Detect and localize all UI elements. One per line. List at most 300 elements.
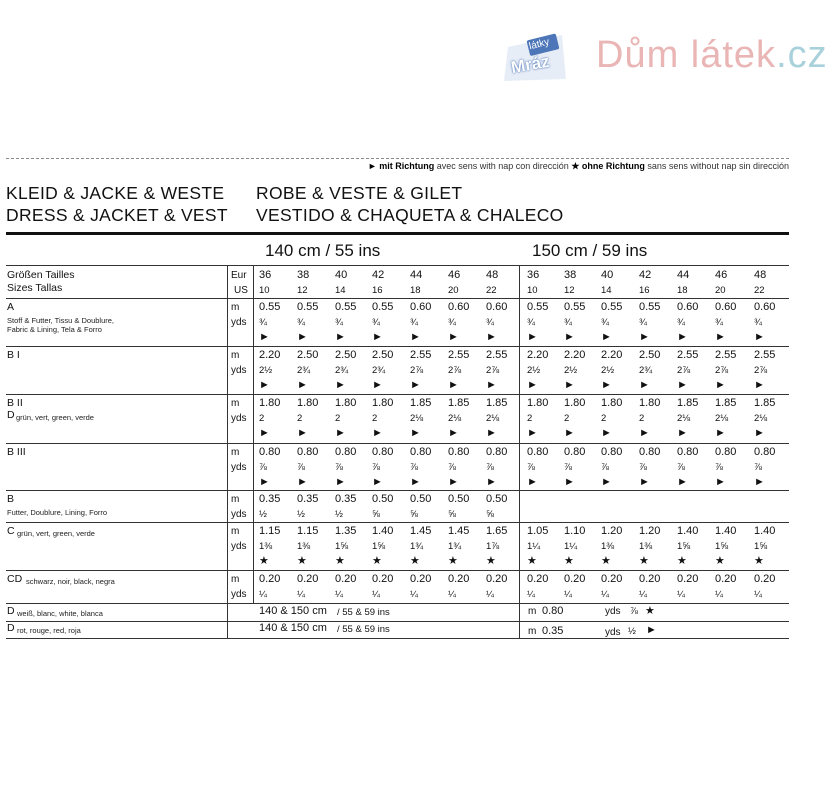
value-yds: ¼ [335, 589, 343, 600]
value-m: 2.50 [297, 349, 319, 361]
dum-latek-suffix: .cz [776, 34, 828, 76]
piece-label: B II [7, 397, 23, 409]
without-nap-star-icon: ★ [335, 555, 345, 567]
with-nap-arrow-icon: ► [335, 427, 346, 439]
value-yds: 2⅛ [754, 413, 768, 424]
unit-m: m [231, 574, 240, 585]
value-yds: ½ [335, 509, 343, 520]
value-m: 0.20 [259, 573, 281, 585]
value-yds: ¾ [410, 317, 418, 328]
eur-size: 36 [527, 269, 540, 281]
with-nap-arrow-icon: ► [564, 379, 575, 391]
without-nap-star-icon: ★ [297, 555, 307, 567]
value-yds: 1¾ [448, 541, 462, 552]
value-m: 2.55 [754, 349, 776, 361]
value-yds: 2 [564, 413, 570, 424]
value-m: 1.40 [372, 525, 394, 537]
value-m: 1.65 [486, 525, 508, 537]
value-yds: ¾ [372, 317, 380, 328]
value-m: 1.35 [335, 525, 357, 537]
column-divider [519, 265, 520, 638]
value-m: 1.80 [527, 397, 549, 409]
value-m: 1.85 [410, 397, 432, 409]
value-m: 0.80 [677, 446, 699, 458]
title-fr: ROBE & VESTE & GILET [256, 183, 463, 203]
width-150-label: 150 cm / 59 ins [532, 241, 648, 260]
value-m: 0.80 [601, 446, 623, 458]
with-nap-arrow-icon: ► [754, 379, 765, 391]
value-yds: ⅞ [527, 462, 535, 473]
value-yds: ¼ [448, 589, 456, 600]
value-yds: 2½ [259, 365, 273, 376]
column-divider [227, 265, 228, 638]
unit-m: m [231, 494, 240, 505]
with-nap-arrow-icon: ► [754, 476, 765, 488]
with-nap-arrow-icon: ► [486, 331, 497, 343]
value-m: 0.60 [486, 301, 508, 313]
value-m: 0.35 [335, 493, 357, 505]
with-nap-arrow-icon: ► [335, 379, 346, 391]
with-nap-arrow-icon: ► [646, 624, 657, 636]
value-m: 2.20 [527, 349, 549, 361]
with-nap-arrow-icon: ► [259, 476, 270, 488]
with-nap-arrow-icon: ► [677, 379, 688, 391]
value-m: 2.50 [335, 349, 357, 361]
value-yds: 2½ [527, 365, 541, 376]
value-yds: 2⅞ [677, 365, 691, 376]
value-yds: 2⅞ [754, 365, 768, 376]
value-yds: ¾ [601, 317, 609, 328]
value-yds: ⅞ [448, 462, 456, 473]
without-nap-star-icon: ★ [677, 555, 687, 567]
with-nap-arrow-icon: ► [677, 427, 688, 439]
with-nap-arrow-icon: ► [335, 476, 346, 488]
fabric-description: Futter, Doublure, Lining, Forro [7, 508, 108, 517]
value-m: 1.40 [677, 525, 699, 537]
value-m: 0.20 [335, 573, 357, 585]
value-m: 0.50 [410, 493, 432, 505]
eur-size: 40 [335, 269, 348, 281]
eur-size: 44 [677, 269, 690, 281]
value-m: 0.20 [601, 573, 623, 585]
value-yds: ¼ [564, 589, 572, 600]
value-m: 1.85 [754, 397, 776, 409]
value-m: 2.20 [564, 349, 586, 361]
piece-label: D [7, 622, 15, 634]
value-yds: ¾ [448, 317, 456, 328]
with-nap-arrow-icon: ► [372, 476, 383, 488]
eur-size: 40 [601, 269, 614, 281]
with-nap-arrow-icon: ► [486, 427, 497, 439]
value-m: 0.20 [677, 573, 699, 585]
value-yds: ¼ [486, 589, 494, 600]
nap-legend [6, 161, 789, 172]
value-m: 0.80 [448, 446, 470, 458]
row-divider [6, 522, 789, 523]
value-m: 1.85 [715, 397, 737, 409]
with-nap-arrow-icon: ► [410, 476, 421, 488]
value-m: 0.35 [259, 493, 281, 505]
value-yds: 1⅝ [677, 541, 691, 552]
value-yds: 2 [601, 413, 607, 424]
with-nap-arrow-icon: ► [448, 476, 459, 488]
value-m: 2.55 [715, 349, 737, 361]
value-yds: ⅝ [410, 509, 418, 520]
legend-with-nap-rest: avec sens with nap con dirección [436, 161, 569, 171]
logo-latky-text: látky [527, 36, 551, 53]
value-yds: ¼ [715, 589, 723, 600]
with-nap-arrow-icon: ► [259, 379, 270, 391]
eur-size: 36 [259, 269, 272, 281]
eur-size: 46 [715, 269, 728, 281]
value-m: 1.15 [259, 525, 281, 537]
value-yds: ¾ [677, 317, 685, 328]
value-m: 0.55 [372, 301, 394, 313]
value-yds: 2 [372, 413, 378, 424]
value-m: 0.20 [410, 573, 432, 585]
value-yds: 2½ [601, 365, 615, 376]
value-yds: ⅞ [601, 462, 609, 473]
value-m: 0.20 [715, 573, 737, 585]
value-m: 0.80 [372, 446, 394, 458]
sizes-label-en-es: Sizes Tallas [7, 282, 63, 294]
value-m: 0.60 [677, 301, 699, 313]
value-yds: 2⅞ [410, 365, 424, 376]
eur-size: 44 [410, 269, 423, 281]
with-nap-arrow-icon: ► [372, 379, 383, 391]
width-140-label: 140 cm / 55 ins [265, 241, 381, 260]
us-size: 10 [259, 285, 270, 296]
with-nap-arrow-icon: ► [639, 331, 650, 343]
value-yds: 2¾ [297, 365, 311, 376]
value-m: 1.20 [639, 525, 661, 537]
value-yds: 2¾ [639, 365, 653, 376]
value-m: 0.80 [297, 446, 319, 458]
value-m: 0.55 [527, 301, 549, 313]
value-m: 0.80 [259, 446, 281, 458]
without-nap-star-icon: ★ [645, 605, 655, 617]
piece-label: B I [7, 349, 20, 361]
with-nap-arrow-icon: ► [715, 379, 726, 391]
value-m: 0.35 [297, 493, 319, 505]
value-m: 0.55 [335, 301, 357, 313]
fabric-description: weiß, blanc, white, blanca [17, 609, 103, 618]
eur-label: Eur [231, 270, 247, 281]
value-yds: ⅞ [564, 462, 572, 473]
row-divider [6, 621, 789, 622]
value-m: 0.60 [448, 301, 470, 313]
value-yds: 1⅜ [297, 541, 311, 552]
value-m: 1.45 [410, 525, 432, 537]
value-yds: 1⅜ [639, 541, 653, 552]
with-nap-arrow-icon: ► [297, 379, 308, 391]
row-divider [6, 570, 789, 571]
us-size: 16 [639, 285, 650, 296]
eur-size: 48 [486, 269, 499, 281]
value-yds: 2⅛ [410, 413, 424, 424]
us-size: 18 [677, 285, 688, 296]
unit-yds: yds [231, 541, 247, 552]
title-line-2 [6, 205, 564, 226]
logo-mraz-text: Mráz [509, 51, 552, 78]
without-nap-star-icon: ★ [410, 555, 420, 567]
value-m: 0.20 [297, 573, 319, 585]
value-yds: ⅞ [639, 462, 647, 473]
value-yds: ¾ [335, 317, 343, 328]
value-yds: ¼ [527, 589, 535, 600]
eur-size: 46 [448, 269, 461, 281]
eur-size: 48 [754, 269, 767, 281]
unit-yds: yds [231, 317, 247, 328]
row-divider [6, 394, 789, 395]
value-m: 1.85 [677, 397, 699, 409]
with-nap-arrow-icon: ► [601, 476, 612, 488]
value-m: 0.20 [527, 573, 549, 585]
us-size: 22 [754, 285, 765, 296]
fabric-description: rot, rouge, red, roja [17, 626, 81, 635]
without-nap-star-icon: ★ [601, 555, 611, 567]
value-yds: 1⅝ [372, 541, 386, 552]
width-both-ins: / 55 & 59 ins [337, 624, 390, 635]
value-yds: 2 [297, 413, 303, 424]
piece-label: B III [7, 446, 26, 458]
value-yds: 2⅞ [486, 365, 500, 376]
eur-size: 38 [297, 269, 310, 281]
value-yds: ⅞ [630, 606, 638, 617]
value-yds: 1⅝ [754, 541, 768, 552]
value-m: 1.80 [372, 397, 394, 409]
with-nap-arrow-icon: ► [372, 331, 383, 343]
without-nap-star-icon: ★ [259, 555, 269, 567]
row-divider [6, 638, 789, 639]
value-m: 0.80 [754, 446, 776, 458]
with-nap-arrow-icon: ► [448, 427, 459, 439]
value-m: 0.55 [259, 301, 281, 313]
us-size: 12 [297, 285, 308, 296]
us-size: 10 [527, 285, 538, 296]
piece-label: A [7, 301, 15, 313]
us-size: 14 [601, 285, 612, 296]
value-yds: ¼ [639, 589, 647, 600]
with-nap-arrow-icon: ► [639, 476, 650, 488]
value-m: 2.55 [448, 349, 470, 361]
value-m: 1.80 [639, 397, 661, 409]
value-yds: ⅞ [754, 462, 762, 473]
fabric-description: grün, vert, green, verde [16, 413, 94, 422]
unit-m: m [231, 302, 240, 313]
unit-yds: yds [231, 413, 247, 424]
title-en: DRESS & JACKET & VEST [6, 205, 228, 225]
row-divider [6, 265, 789, 266]
value-yds: ¾ [527, 317, 535, 328]
value-m: 2.50 [639, 349, 661, 361]
with-nap-arrow-icon: ► [297, 476, 308, 488]
unit-m: m [528, 626, 537, 637]
value-yds: ¼ [410, 589, 418, 600]
fabric-description: schwarz, noir, black, negra [26, 577, 115, 586]
value-m: 1.80 [335, 397, 357, 409]
value-yds: ⅞ [410, 462, 418, 473]
legend-with-nap: ► mit Richtung [367, 161, 435, 171]
with-nap-arrow-icon: ► [335, 331, 346, 343]
unit-yds: yds [605, 627, 621, 638]
value-m: 0.35 [542, 625, 564, 637]
value-m: 0.60 [715, 301, 737, 313]
with-nap-arrow-icon: ► [527, 331, 538, 343]
unit-m: m [231, 447, 240, 458]
value-m: 0.20 [754, 573, 776, 585]
value-m: 0.20 [448, 573, 470, 585]
legend-without-nap: ★ ohne Richtung [571, 161, 645, 171]
width-both: 140 & 150 cm [259, 622, 327, 634]
with-nap-arrow-icon: ► [410, 427, 421, 439]
value-m: 0.55 [297, 301, 319, 313]
with-nap-arrow-icon: ► [448, 331, 459, 343]
value-m: 0.20 [639, 573, 661, 585]
with-nap-arrow-icon: ► [601, 427, 612, 439]
dum-latek-logo [596, 34, 828, 77]
value-yds: 1⅞ [486, 541, 500, 552]
value-yds: ⅝ [486, 509, 494, 520]
row-divider [6, 490, 789, 491]
value-m: 0.55 [564, 301, 586, 313]
value-yds: ¾ [259, 317, 267, 328]
value-m: 1.80 [297, 397, 319, 409]
with-nap-arrow-icon: ► [410, 379, 421, 391]
unit-m: m [231, 526, 240, 537]
without-nap-star-icon: ★ [448, 555, 458, 567]
column-divider [253, 265, 254, 603]
us-size: 18 [410, 285, 421, 296]
value-m: 2.50 [372, 349, 394, 361]
value-m: 1.80 [259, 397, 281, 409]
value-yds: ⅝ [448, 509, 456, 520]
value-m: 1.85 [486, 397, 508, 409]
value-yds: 1⅝ [715, 541, 729, 552]
piece-label: D [7, 605, 15, 617]
value-yds: ⅞ [372, 462, 380, 473]
table-top-rule [6, 232, 789, 235]
us-size: 16 [372, 285, 383, 296]
value-yds: ⅞ [259, 462, 267, 473]
value-m: 0.80 [639, 446, 661, 458]
without-nap-star-icon: ★ [527, 555, 537, 567]
value-yds: ¼ [601, 589, 609, 600]
value-yds: 2¾ [335, 365, 349, 376]
with-nap-arrow-icon: ► [486, 476, 497, 488]
value-yds: 2 [639, 413, 645, 424]
value-m: 0.20 [372, 573, 394, 585]
value-yds: 1¼ [527, 541, 541, 552]
with-nap-arrow-icon: ► [639, 379, 650, 391]
value-yds: ⅞ [297, 462, 305, 473]
eur-size: 42 [639, 269, 652, 281]
with-nap-arrow-icon: ► [754, 427, 765, 439]
row-divider [6, 298, 789, 299]
value-yds: 2⅞ [715, 365, 729, 376]
value-yds: 1¾ [410, 541, 424, 552]
fabric-description: Fabric & Lining, Tela & Forro [7, 325, 102, 334]
unit-yds: yds [231, 509, 247, 520]
unit-yds: yds [231, 365, 247, 376]
title-es: VESTIDO & CHAQUETA & CHALECO [256, 205, 564, 225]
with-nap-arrow-icon: ► [527, 476, 538, 488]
value-m: 2.55 [486, 349, 508, 361]
value-yds: 2⅞ [448, 365, 462, 376]
value-yds: 1⅝ [335, 541, 349, 552]
value-yds: ⅞ [677, 462, 685, 473]
value-yds: ¾ [486, 317, 494, 328]
value-m: 1.05 [527, 525, 549, 537]
value-yds: ¾ [754, 317, 762, 328]
with-nap-arrow-icon: ► [715, 331, 726, 343]
row-divider [6, 443, 789, 444]
value-m: 1.20 [601, 525, 623, 537]
value-yds: 2 [527, 413, 533, 424]
value-m: 2.20 [259, 349, 281, 361]
title-line-1 [6, 183, 463, 204]
fabric-description: grün, vert, green, verde [17, 529, 95, 538]
with-nap-arrow-icon: ► [677, 476, 688, 488]
value-m: 1.80 [564, 397, 586, 409]
value-m: 2.55 [410, 349, 432, 361]
value-yds: ¼ [259, 589, 267, 600]
value-m: 1.40 [715, 525, 737, 537]
value-yds: 2½ [564, 365, 578, 376]
value-yds: 2⅛ [677, 413, 691, 424]
without-nap-star-icon: ★ [715, 555, 725, 567]
value-m: 0.80 [486, 446, 508, 458]
width-both: 140 & 150 cm [259, 605, 327, 617]
legend-without-nap-rest: sans sens without nap sin dirección [647, 161, 789, 171]
without-nap-star-icon: ★ [486, 555, 496, 567]
value-yds: ¼ [677, 589, 685, 600]
value-yds: 2⅛ [448, 413, 462, 424]
value-m: 2.20 [601, 349, 623, 361]
value-yds: ½ [259, 509, 267, 520]
value-yds: 1¼ [564, 541, 578, 552]
value-m: 0.80 [564, 446, 586, 458]
with-nap-arrow-icon: ► [297, 331, 308, 343]
with-nap-arrow-icon: ► [448, 379, 459, 391]
value-yds: ¾ [297, 317, 305, 328]
row-divider [6, 346, 789, 347]
value-m: 0.60 [754, 301, 776, 313]
value-m: 1.85 [448, 397, 470, 409]
with-nap-arrow-icon: ► [259, 427, 270, 439]
value-m: 1.45 [448, 525, 470, 537]
value-yds: ½ [628, 626, 636, 637]
without-nap-star-icon: ★ [639, 555, 649, 567]
without-nap-star-icon: ★ [372, 555, 382, 567]
value-yds: 2 [335, 413, 341, 424]
value-yds: ½ [297, 509, 305, 520]
value-m: 0.20 [486, 573, 508, 585]
value-m: 0.50 [372, 493, 394, 505]
width-both-ins: / 55 & 59 ins [337, 607, 390, 618]
value-m: 0.80 [715, 446, 737, 458]
piece-label: CD [7, 573, 23, 585]
with-nap-arrow-icon: ► [527, 379, 538, 391]
value-m: 0.50 [486, 493, 508, 505]
with-nap-arrow-icon: ► [564, 476, 575, 488]
with-nap-arrow-icon: ► [639, 427, 650, 439]
top-divider [6, 158, 789, 159]
with-nap-arrow-icon: ► [486, 379, 497, 391]
with-nap-arrow-icon: ► [601, 331, 612, 343]
unit-yds: yds [231, 589, 247, 600]
with-nap-arrow-icon: ► [297, 427, 308, 439]
